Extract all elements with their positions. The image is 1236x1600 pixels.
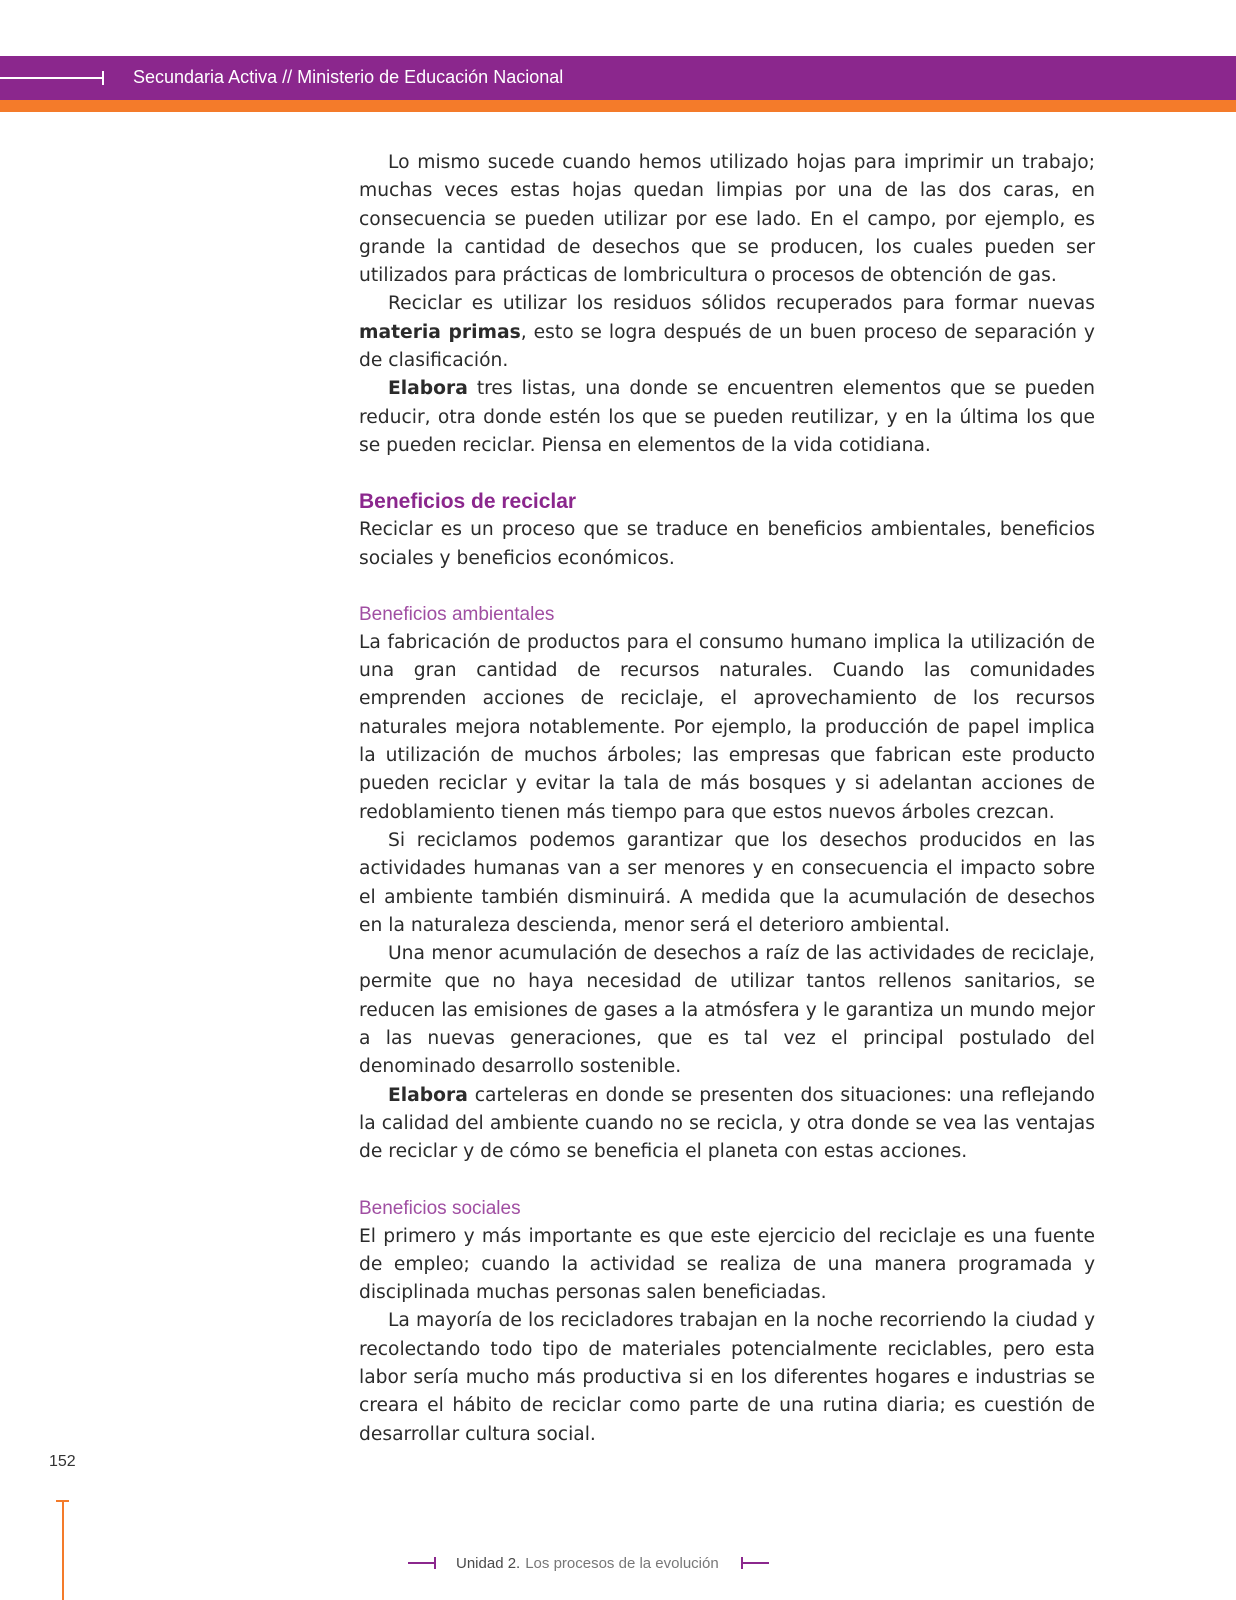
header-rule-tick bbox=[102, 71, 104, 85]
subsection-heading: Beneficios sociales bbox=[359, 1197, 521, 1219]
paragraph: Lo mismo sucede cuando hemos utilizado hojas para imprimir un trabajo; muchas veces estas hojas quedan limpias por una de las dos caras, en consecuencia se pueden utilizar por ese lado. En el campo, por ejemplo, es grande la cantidad de desechos que se producen, los cuales pueden ser utilizados para prácticas de lombricultura o procesos de obtención de gas. bbox=[359, 152, 1095, 287]
paragraph-text: tres listas, una donde se encuentren elementos que se pueden reducir, otra donde estén los que se pueden reutilizar, y en la última los que se pueden reciclar. Piensa en elementos de la vida cotidiana. bbox=[359, 378, 1095, 456]
paragraph-text: carteleras en donde se presenten dos situaciones: una reflejando la calidad del ambiente cuando no se recicla, y otra donde se vea las ventajas de reciclar y de cómo se beneficia el planeta con estas acciones. bbox=[359, 1084, 1095, 1163]
header-accent-stripe bbox=[0, 100, 1236, 112]
bold-term: Elabora bbox=[388, 1084, 468, 1106]
paragraph bbox=[359, 290, 1095, 375]
footer-unit: Unidad 2. bbox=[456, 1554, 521, 1572]
bold-term: materia primas bbox=[359, 321, 521, 343]
subsection-heading: Beneficios ambientales bbox=[359, 603, 555, 625]
page-content bbox=[359, 149, 1095, 1449]
header-rule bbox=[0, 77, 104, 79]
paragraph: Una menor acumulación de desechos a raíz de las actividades de reciclaje, permite que no haya necesidad de utilizar tantos rellenos sanitarios, se reducen las emisiones de gases a la atmósfera y le garantiza un mundo mejor a las nuevas generaciones, que es tal vez el principal postulado del denominado desarrollo sostenible. bbox=[359, 943, 1095, 1078]
footer bbox=[408, 1551, 769, 1575]
activity-paragraph bbox=[359, 1082, 1095, 1167]
paragraph: El primero y más importante es que este ejercicio del reciclaje es una fuente de empleo; cuando la actividad se realiza de una manera programada y disciplinada muchas personas salen beneficiadas. bbox=[359, 1225, 1095, 1304]
footer-rule-left bbox=[408, 1562, 436, 1564]
paragraph: Si reciclamos podemos garantizar que los desechos producidos en las actividades humanas van a ser menores y en consecuencia el impacto sobre el ambiente también disminuirá. A medida que la acumulación de desechos en la naturaleza descienda, menor será el deterioro ambiental. bbox=[359, 829, 1095, 936]
bold-term: Elabora bbox=[388, 378, 468, 400]
footer-rule-right bbox=[741, 1562, 769, 1564]
paragraph-text: , esto se logra después de un buen proceso de separación y de clasificación. bbox=[359, 321, 1095, 372]
paragraph-text: Reciclar es utilizar los residuos sólidos recuperados para formar nuevas bbox=[388, 293, 1095, 315]
footer-title: Los procesos de la evolución bbox=[525, 1554, 719, 1572]
paragraph: Reciclar es un proceso que se traduce en beneficios ambientales, beneficios sociales y beneficios económicos. bbox=[359, 519, 1095, 569]
paragraph: La fabricación de productos para el consumo humano implica la utilización de una gran cantidad de recursos naturales. Cuando las comunidades emprenden acciones de reciclaje, el aprovechamiento de los recursos naturales mejora notablemente. Por ejemplo, la producción de papel implica la utilización de muchos árboles; las empresas que fabrican este producto pueden reciclar y evitar la tala de más bosques y si adelantan acciones de redoblamiento tienen más tiempo para que estos nuevos árboles crezcan. bbox=[359, 631, 1095, 823]
paragraph: La mayoría de los recicladores trabajan en la noche recorriendo la ciudad y recolectando todo tipo de materiales potencialmente reciclables, pero esta labor sería mucho más productiva si en los diferentes hogares e industrias se creara el hábito de reciclar como parte de una rutina diaria; es cuestión de desarrollar cultura social. bbox=[359, 1310, 1095, 1445]
header-title: Secundaria Activa // Ministerio de Educación Nacional bbox=[133, 67, 564, 87]
activity-paragraph bbox=[359, 375, 1095, 460]
section-heading: Beneficios de reciclar bbox=[359, 490, 577, 514]
page-number: 152 bbox=[49, 1453, 76, 1470]
margin-rule bbox=[62, 1500, 64, 1600]
